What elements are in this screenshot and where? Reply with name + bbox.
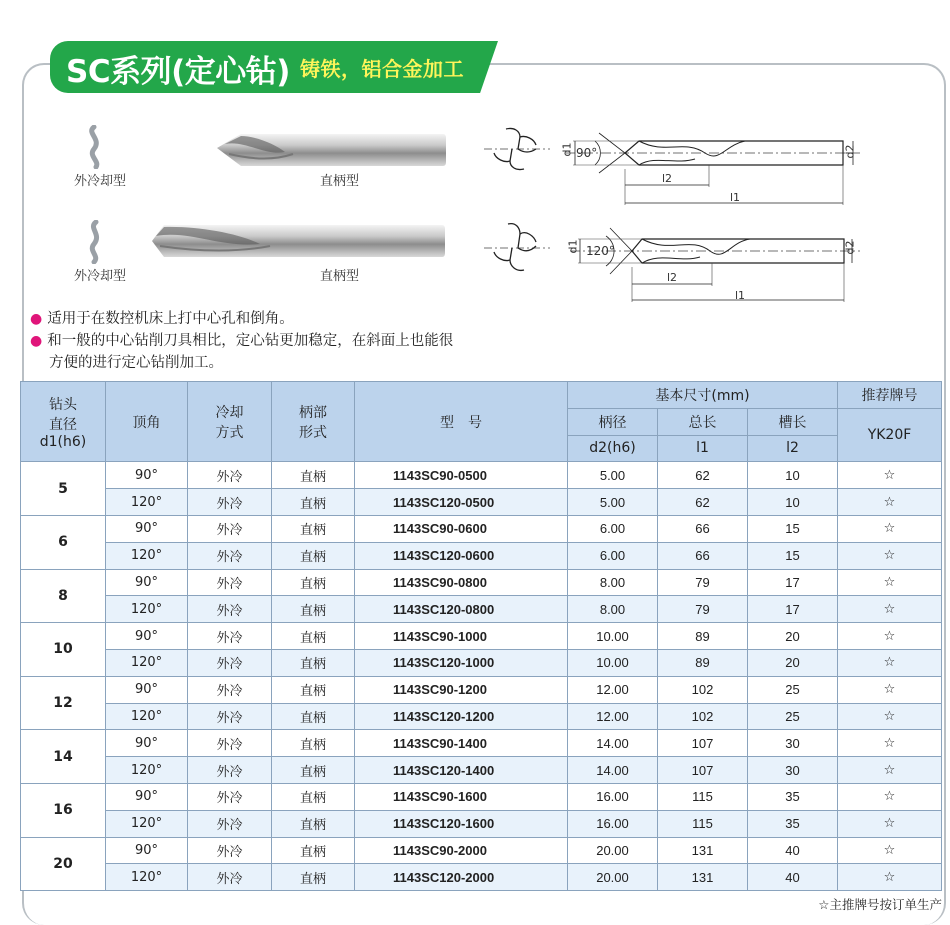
- overall-length-cell: 79: [658, 596, 748, 623]
- drill-diameter-cell: 8: [21, 569, 106, 623]
- shank-cell: 直柄: [272, 810, 355, 837]
- flute-length-cell: 15: [748, 542, 838, 569]
- shank-dia-cell: 20.00: [568, 864, 658, 891]
- shank-cell: 直柄: [272, 596, 355, 623]
- shank-cell: 直柄: [272, 730, 355, 757]
- flute-length-cell: 17: [748, 569, 838, 596]
- model-cell: 1143SC120-2000: [355, 864, 568, 891]
- col-overall-length-symbol: l1: [658, 435, 748, 462]
- overall-length-cell: 62: [658, 489, 748, 516]
- angle-label-120: 120°: [586, 244, 615, 258]
- angle-cell: 120°: [106, 649, 188, 676]
- shank-cell: 直柄: [272, 783, 355, 810]
- coolant-cell: 外冷: [188, 542, 272, 569]
- angle-cell: 120°: [106, 810, 188, 837]
- model-cell: 1143SC120-0500: [355, 489, 568, 516]
- table-row: [21, 649, 942, 676]
- model-cell: 1143SC90-1400: [355, 730, 568, 757]
- overall-length-cell: 131: [658, 837, 748, 864]
- feature-item: ● 适用于在数控机床上打中心孔和倒角。: [30, 311, 294, 327]
- table-row: [21, 569, 942, 596]
- coolant-cell: 外冷: [188, 837, 272, 864]
- col-overall-length: 总长: [658, 408, 748, 435]
- overall-length-cell: 62: [658, 462, 748, 489]
- col-drill-dia: 钻头 直径 d1(h6): [21, 382, 106, 462]
- shank-dia-cell: 16.00: [568, 810, 658, 837]
- dimension-drawing-120: [560, 222, 870, 307]
- angle-cell: 90°: [106, 837, 188, 864]
- coolant-cell: 外冷: [188, 623, 272, 650]
- overall-length-cell: 89: [658, 649, 748, 676]
- grade-mark-cell: ☆: [838, 462, 942, 489]
- col-shank-dia: 柄径: [568, 408, 658, 435]
- table-row: [21, 730, 942, 757]
- grade-mark-cell: ☆: [838, 757, 942, 784]
- model-cell: 1143SC90-1600: [355, 783, 568, 810]
- shank-dia-cell: 16.00: [568, 783, 658, 810]
- shank-dia-cell: 5.00: [568, 489, 658, 516]
- col-basic-dims: 基本尺寸(mm): [568, 382, 838, 409]
- shank-cell: 直柄: [272, 623, 355, 650]
- coolant-caption-1: 外冷却型: [74, 174, 127, 189]
- dim-d2-label: d2: [843, 144, 857, 159]
- angle-label-90: 90°: [576, 146, 598, 160]
- flute-length-cell: 25: [748, 703, 838, 730]
- bullet-dot-icon: ●: [30, 333, 43, 349]
- grade-mark-cell: ☆: [838, 569, 942, 596]
- coolant-cell: 外冷: [188, 730, 272, 757]
- flute-length-cell: 17: [748, 596, 838, 623]
- grade-mark-cell: ☆: [838, 730, 942, 757]
- shank-dia-cell: 8.00: [568, 596, 658, 623]
- overall-length-cell: 79: [658, 569, 748, 596]
- model-cell: 1143SC120-1000: [355, 649, 568, 676]
- shank-dia-cell: 10.00: [568, 623, 658, 650]
- shank-dia-cell: 10.00: [568, 649, 658, 676]
- shank-cell: 直柄: [272, 649, 355, 676]
- model-cell: 1143SC90-0600: [355, 515, 568, 542]
- drill-diameter-cell: 6: [21, 515, 106, 569]
- model-cell: 1143SC120-1400: [355, 757, 568, 784]
- overall-length-cell: 115: [658, 810, 748, 837]
- flute-length-cell: 10: [748, 462, 838, 489]
- table-row: [21, 515, 942, 542]
- coolant-cell: 外冷: [188, 462, 272, 489]
- shank-cell: 直柄: [272, 489, 355, 516]
- shank-dia-cell: 6.00: [568, 515, 658, 542]
- bullet-dot-icon: ●: [30, 311, 43, 327]
- grade-mark-cell: ☆: [838, 596, 942, 623]
- angle-cell: 120°: [106, 542, 188, 569]
- coolant-cell: 外冷: [188, 569, 272, 596]
- flute-length-cell: 35: [748, 783, 838, 810]
- feature-item: ● 和一般的中心钻削刀具相比，定心钻更加稳定，在斜面上也能很: [30, 333, 454, 349]
- shank-dia-cell: 5.00: [568, 462, 658, 489]
- dim-d1-label: d1: [566, 239, 580, 254]
- model-cell: 1143SC90-0800: [355, 569, 568, 596]
- angle-cell: 120°: [106, 489, 188, 516]
- angle-cell: 90°: [106, 623, 188, 650]
- shank-dia-cell: 14.00: [568, 730, 658, 757]
- grade-mark-cell: ☆: [838, 810, 942, 837]
- model-cell: 1143SC90-1200: [355, 676, 568, 703]
- shank-cell: 直柄: [272, 703, 355, 730]
- dim-l2-label: l2: [667, 271, 678, 284]
- shank-caption-1: 直柄型: [320, 174, 360, 189]
- model-cell: 1143SC90-2000: [355, 837, 568, 864]
- dim-l2-label: l2: [662, 172, 673, 185]
- flute-section-icon-90: [484, 123, 550, 175]
- angle-cell: 90°: [106, 783, 188, 810]
- shank-dia-cell: 8.00: [568, 569, 658, 596]
- angle-cell: 90°: [106, 515, 188, 542]
- shank-cell: 直柄: [272, 676, 355, 703]
- col-model: 型 号: [355, 382, 568, 462]
- table-row: [21, 462, 942, 489]
- model-cell: 1143SC90-1000: [355, 623, 568, 650]
- grade-mark-cell: ☆: [838, 623, 942, 650]
- model-cell: 1143SC120-1200: [355, 703, 568, 730]
- overall-length-cell: 102: [658, 703, 748, 730]
- shank-cell: 直柄: [272, 864, 355, 891]
- angle-cell: 120°: [106, 864, 188, 891]
- flute-section-icon-120: [484, 218, 550, 276]
- drill-diameter-cell: 14: [21, 730, 106, 784]
- coolant-caption-2: 外冷却型: [74, 269, 127, 284]
- shank-dia-cell: 14.00: [568, 757, 658, 784]
- feature-item-continuation: 方便的进行定心钻削加工。: [49, 355, 223, 371]
- coolant-cell: 外冷: [188, 757, 272, 784]
- model-cell: 1143SC90-0500: [355, 462, 568, 489]
- col-shank-dia-symbol: d2(h6): [568, 435, 658, 462]
- drill-image-120: [150, 220, 446, 262]
- table-row: [21, 489, 942, 516]
- table-row: [21, 864, 942, 891]
- drill-diameter-cell: 10: [21, 623, 106, 677]
- shank-cell: 直柄: [272, 757, 355, 784]
- flute-length-cell: 30: [748, 757, 838, 784]
- angle-cell: 90°: [106, 676, 188, 703]
- col-point-angle: 顶角: [106, 382, 188, 462]
- grade-mark-cell: ☆: [838, 649, 942, 676]
- table-row: [21, 810, 942, 837]
- dim-l1-label: l1: [730, 191, 741, 204]
- drill-image-90: [215, 130, 447, 170]
- coolant-cell: 外冷: [188, 489, 272, 516]
- flute-length-cell: 20: [748, 649, 838, 676]
- grade-mark-cell: ☆: [838, 489, 942, 516]
- overall-length-cell: 115: [658, 783, 748, 810]
- dim-d2-label: d2: [843, 240, 857, 255]
- overall-length-cell: 107: [658, 757, 748, 784]
- angle-cell: 120°: [106, 757, 188, 784]
- col-flute-length-symbol: l2: [748, 435, 838, 462]
- coolant-cell: 外冷: [188, 703, 272, 730]
- shank-cell: 直柄: [272, 569, 355, 596]
- shank-caption-2: 直柄型: [320, 269, 360, 284]
- table-row: [21, 703, 942, 730]
- coolant-profile-icon: [80, 125, 114, 169]
- drill-diameter-cell: 16: [21, 783, 106, 837]
- angle-cell: 90°: [106, 462, 188, 489]
- shank-dia-cell: 12.00: [568, 703, 658, 730]
- flute-length-cell: 40: [748, 864, 838, 891]
- col-grade-title: 推荐牌号: [838, 382, 942, 409]
- angle-cell: 90°: [106, 569, 188, 596]
- overall-length-cell: 102: [658, 676, 748, 703]
- page-title: SC系列(定心钻): [66, 54, 290, 90]
- overall-length-cell: 107: [658, 730, 748, 757]
- flute-length-cell: 30: [748, 730, 838, 757]
- overall-length-cell: 89: [658, 623, 748, 650]
- coolant-cell: 外冷: [188, 810, 272, 837]
- grade-mark-cell: ☆: [838, 703, 942, 730]
- drill-diameter-cell: 12: [21, 676, 106, 730]
- angle-cell: 90°: [106, 730, 188, 757]
- coolant-cell: 外冷: [188, 596, 272, 623]
- dim-l1-label: l1: [735, 289, 746, 302]
- table-row: [21, 757, 942, 784]
- shank-dia-cell: 6.00: [568, 542, 658, 569]
- model-cell: 1143SC120-0800: [355, 596, 568, 623]
- dim-d1-label: d1: [560, 142, 574, 157]
- shank-cell: 直柄: [272, 462, 355, 489]
- shank-dia-cell: 20.00: [568, 837, 658, 864]
- drill-diameter-cell: 20: [21, 837, 106, 891]
- grade-mark-cell: ☆: [838, 676, 942, 703]
- table-row: [21, 596, 942, 623]
- overall-length-cell: 131: [658, 864, 748, 891]
- grade-mark-cell: ☆: [838, 515, 942, 542]
- coolant-cell: 外冷: [188, 864, 272, 891]
- coolant-cell: 外冷: [188, 676, 272, 703]
- coolant-cell: 外冷: [188, 515, 272, 542]
- grade-mark-cell: ☆: [838, 542, 942, 569]
- overall-length-cell: 66: [658, 542, 748, 569]
- grade-mark-cell: ☆: [838, 783, 942, 810]
- flute-length-cell: 20: [748, 623, 838, 650]
- shank-cell: 直柄: [272, 837, 355, 864]
- flute-length-cell: 40: [748, 837, 838, 864]
- col-shank: 柄部 形式: [272, 382, 355, 462]
- grade-mark-cell: ☆: [838, 837, 942, 864]
- angle-cell: 120°: [106, 703, 188, 730]
- grade-mark-cell: ☆: [838, 864, 942, 891]
- col-flute-length: 槽长: [748, 408, 838, 435]
- flute-length-cell: 15: [748, 515, 838, 542]
- shank-dia-cell: 12.00: [568, 676, 658, 703]
- overall-length-cell: 66: [658, 515, 748, 542]
- flute-length-cell: 10: [748, 489, 838, 516]
- feature-list: [30, 308, 453, 374]
- table-row: [21, 837, 942, 864]
- angle-cell: 120°: [106, 596, 188, 623]
- shank-cell: 直柄: [272, 515, 355, 542]
- table-row: [21, 676, 942, 703]
- coolant-cell: 外冷: [188, 783, 272, 810]
- flute-length-cell: 25: [748, 676, 838, 703]
- page-subtitle: 铸铁，铝合金加工: [300, 57, 464, 81]
- spec-table: [20, 381, 942, 891]
- coolant-cell: 外冷: [188, 649, 272, 676]
- shank-cell: 直柄: [272, 542, 355, 569]
- flute-length-cell: 35: [748, 810, 838, 837]
- col-grade: YK20F: [838, 408, 942, 462]
- model-cell: 1143SC120-0600: [355, 542, 568, 569]
- table-row: [21, 542, 942, 569]
- dimension-drawing-90: [555, 125, 870, 210]
- model-cell: 1143SC120-1600: [355, 810, 568, 837]
- table-row: [21, 623, 942, 650]
- drill-diameter-cell: 5: [21, 462, 106, 516]
- col-coolant: 冷却 方式: [188, 382, 272, 462]
- footnote: ☆主推牌号按订单生产: [818, 897, 942, 912]
- coolant-profile-icon: [80, 220, 114, 264]
- table-row: [21, 783, 942, 810]
